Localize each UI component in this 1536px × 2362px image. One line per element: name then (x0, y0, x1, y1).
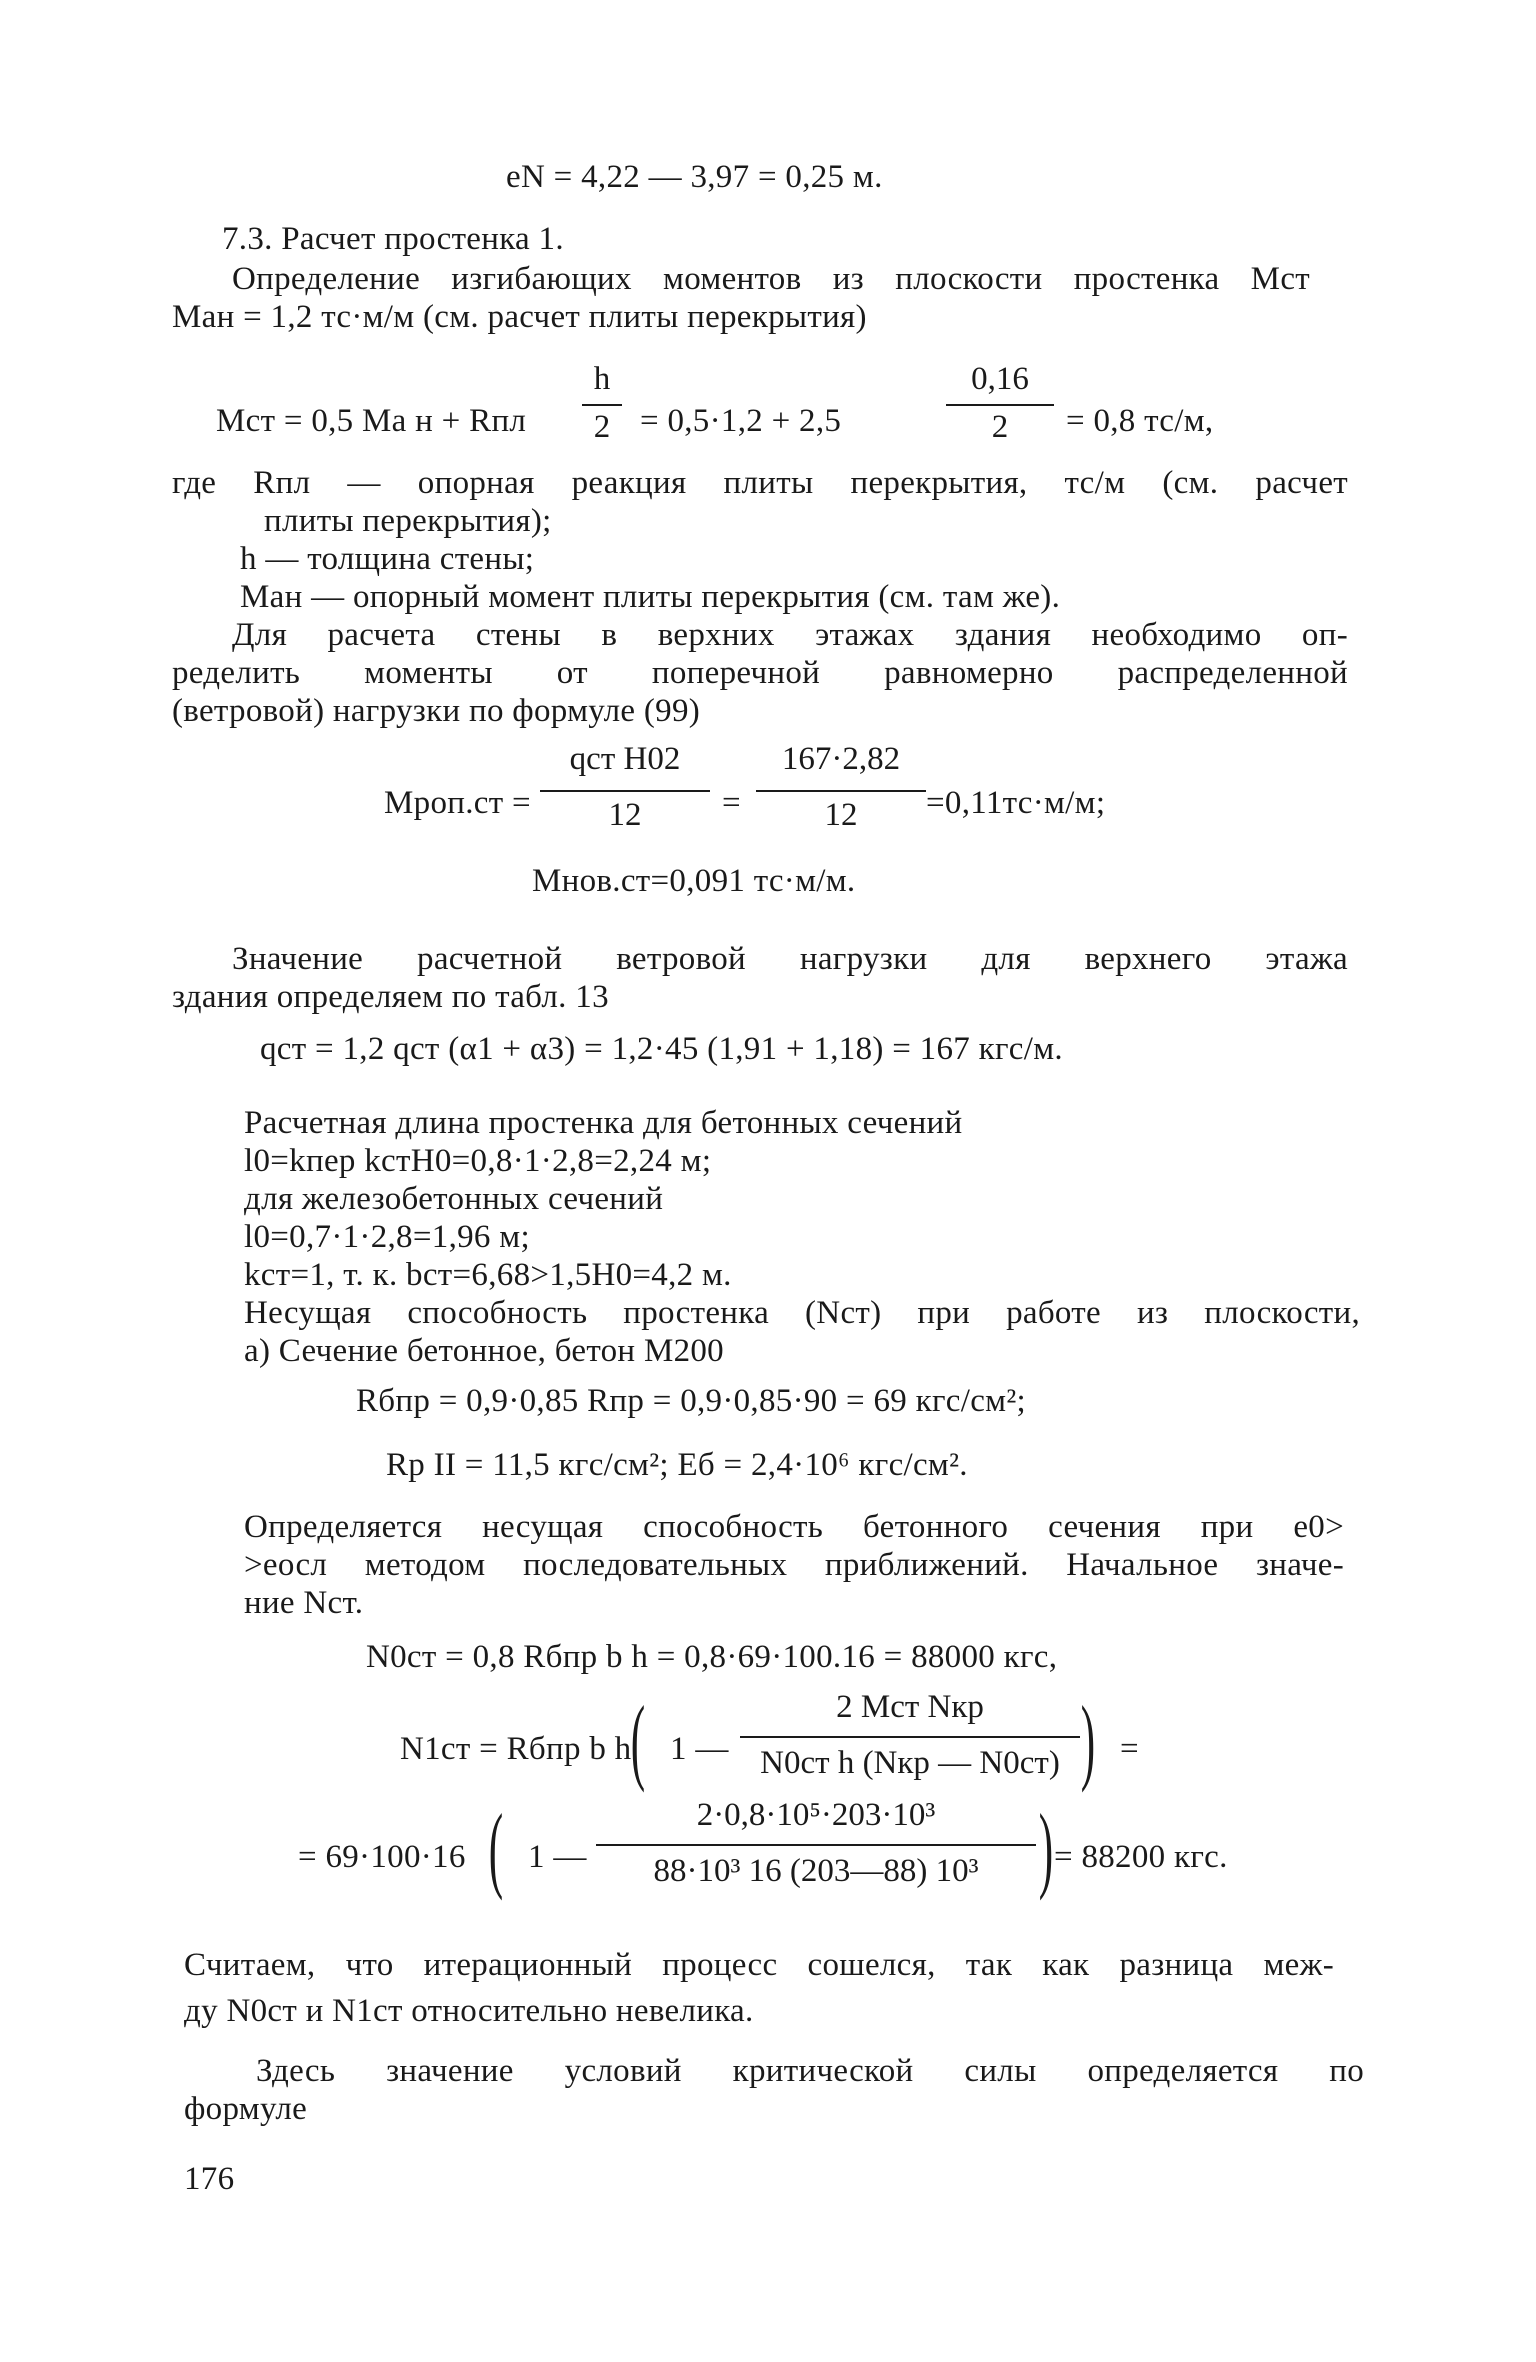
eq-mst-right: = 0,8 тс/м, (1066, 403, 1214, 439)
length-line-4: l0=0,7·1·2,8=1,96 м; (244, 1219, 530, 1255)
fraction-bar (582, 404, 622, 406)
definition-line-2: >eосл методом последовательных приближений. Начальное значе- (244, 1547, 1344, 1583)
where-line-1: где Rпл — опорная реакция плиты перекрытия, тс/м (см. расчет (172, 465, 1348, 501)
eq-n2-den: 88·10³ 16 (203—88) 10³ (653, 1853, 979, 1889)
eq-mst-h: h (593, 361, 611, 397)
definition-line-3: ние Nст. (244, 1585, 364, 1621)
eq-mp-num1: qст H02 (569, 741, 681, 777)
equation-eN: eN = 4,22 — 3,97 = 0,25 м. (506, 159, 883, 195)
where-man: Mан — опорный момент плиты перекрытия (см. там же). (240, 579, 1061, 615)
fraction-bar (756, 790, 926, 792)
fraction-bar (596, 1844, 1036, 1846)
fraction-bar (540, 790, 710, 792)
eq-mp-num2: 167·2,82 (781, 741, 901, 777)
eq-mst-2b: 2 (991, 409, 1009, 445)
eq-mp-left: Mpоп.ст = (384, 785, 531, 821)
paren-open: ( (488, 1794, 504, 1901)
paren-close: ) (1038, 1794, 1054, 1901)
intro-line-1: Определение изгибающих моментов из плоскости простенка Mст (232, 261, 1310, 297)
value-line-2: здания определяем по табл. 13 (172, 979, 609, 1015)
eq-qst: qст = 1,2 qст (α1 + α3) = 1,2·45 (1,91 + 1,18) = 167 кгс/м. (260, 1031, 1063, 1067)
length-line-5: kст=1, т. к. bст=6,68>1,5H0=4,2 м. (244, 1257, 732, 1293)
eq-n2-right: = 88200 кгс. (1054, 1839, 1228, 1875)
eq-rpr: Rбпр = 0,9·0,85 Rпр = 0,9·0,85·90 = 69 кгс/см²; (356, 1383, 1027, 1419)
iteration-line-1: Считаем, что итерационный процесс сошелся, так как разница меж- (184, 1947, 1334, 1983)
eq-mst-016: 0,16 (971, 361, 1029, 397)
wind-line-2: ределить моменты от поперечной равномерно распределенной (172, 655, 1348, 691)
eq-rp2: Rр II = 11,5 кгс/см²; Eб = 2,4·10⁶ кгс/см². (386, 1447, 968, 1483)
where-h: h — толщина стены; (240, 541, 535, 577)
eq-mst-left: Mст = 0,5 Mа н + Rпл (216, 403, 527, 439)
definition-line-1: Определяется несущая способность бетонного сечения при e0> (244, 1509, 1344, 1545)
critical-line-2: формуле (184, 2091, 308, 2127)
eq-mst-mid: = 0,5·1,2 + 2,5 (640, 403, 842, 439)
wind-line-1: Для расчета стены в верхних этажах здания необходимо оп- (232, 617, 1348, 653)
wind-line-3: (ветровой) нагрузки по формуле (99) (172, 693, 701, 729)
page-number: 176 (184, 2161, 235, 2197)
intro-line-2: Mан = 1,2 тс·м/м (см. расчет плиты перекрытия) (172, 299, 867, 335)
eq-mst-2a: 2 (593, 409, 611, 445)
eq-n1-one: 1 — (670, 1731, 729, 1767)
eq-mp-equals: = (722, 785, 741, 821)
capacity-line-2: а) Сечение бетонное, бетон М200 (244, 1333, 724, 1369)
paren-close: ) (1080, 1686, 1096, 1793)
eq-n2-left: = 69·100·16 (298, 1839, 466, 1875)
eq-n2-num: 2·0,8·10⁵·203·10³ (696, 1797, 936, 1833)
eq-n1-left: N1ст = Rбпр b h (400, 1731, 632, 1767)
eq-n1-den: N0ст h (Nкр — N0ст) (760, 1745, 1060, 1781)
length-line-1: Расчетная длина простенка для бетонных сечений (244, 1105, 963, 1141)
eq-n1-num: 2 Mст Nкр (836, 1689, 984, 1725)
eq-n1-right: = (1120, 1731, 1139, 1767)
eq-n2-one: 1 — (528, 1839, 587, 1875)
iteration-line-2: ду N0ст и N1ст относительно невелика. (184, 1993, 754, 2029)
eq-mp-den1: 12 (608, 797, 642, 833)
where-line-2: плиты перекрытия); (264, 503, 552, 539)
eq-n0: N0ст = 0,8 Rбпр b h = 0,8·69·100.16 = 88000 кгс, (366, 1639, 1058, 1675)
length-line-2: l0=kпер kстH0=0,8·1·2,8=2,24 м; (244, 1143, 712, 1179)
section-title: 7.3. Расчет простенка 1. (222, 221, 564, 257)
value-line-1: Значение расчетной ветровой нагрузки для верхнего этажа (232, 941, 1348, 977)
eq-mn: Mнов.ст=0,091 тс·м/м. (532, 863, 856, 899)
eq-mp-right: =0,11тс·м/м; (926, 785, 1106, 821)
fraction-bar (946, 404, 1054, 406)
paren-open: ( (630, 1686, 646, 1793)
eq-mp-den2: 12 (824, 797, 858, 833)
length-line-3: для железобетонных сечений (244, 1181, 664, 1217)
critical-line-1: Здесь значение условий критической силы определяется по (256, 2053, 1364, 2089)
fraction-bar (740, 1736, 1080, 1738)
capacity-line-1: Несущая способность простенка (Nст) при работе из плоскости, (244, 1295, 1360, 1331)
